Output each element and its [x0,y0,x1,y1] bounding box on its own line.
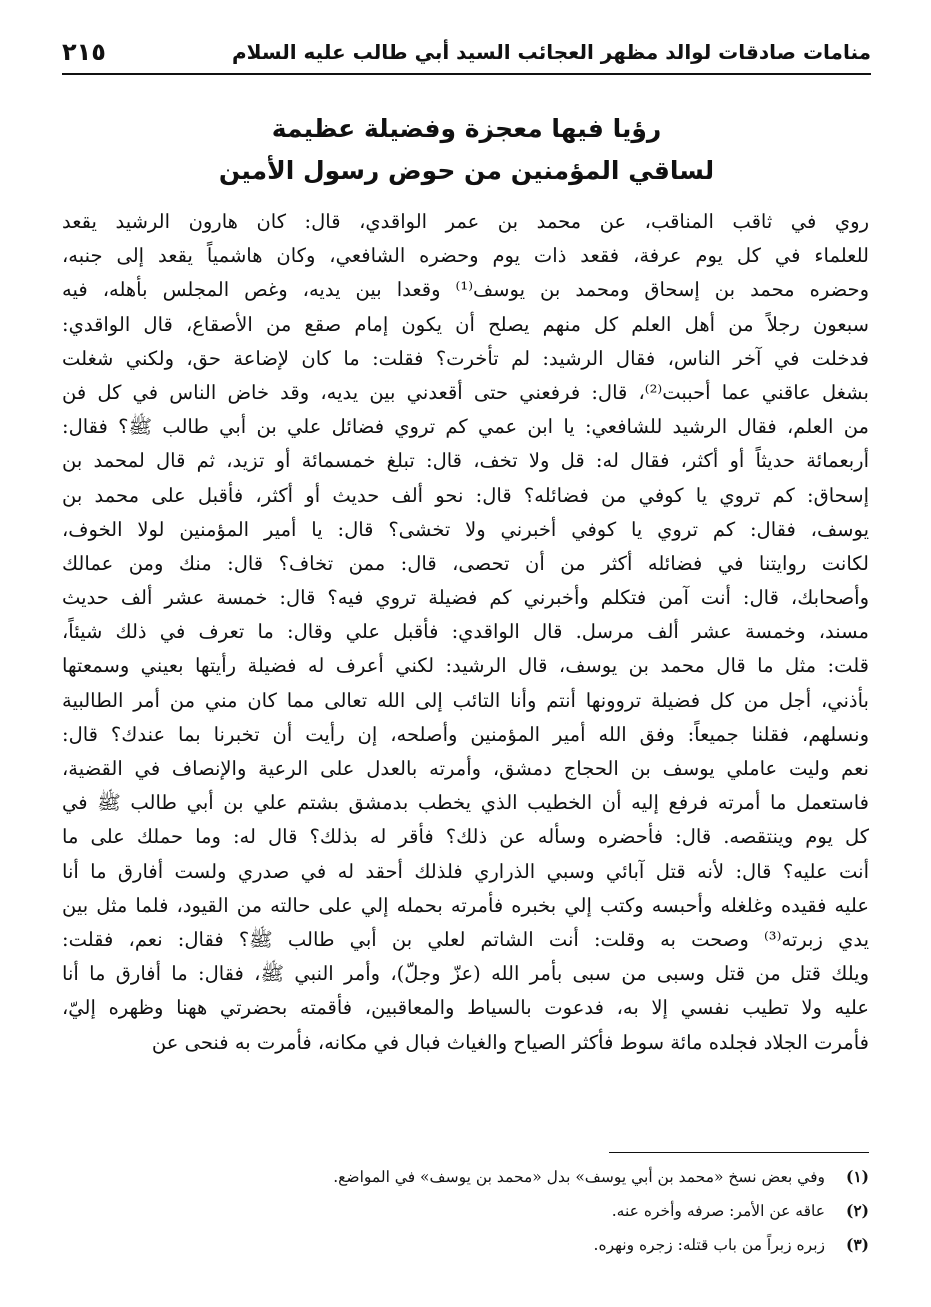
body-line: كل يوم وينتقصه. قال: فأحضره وسأله عن ذلك؟ فأقر له بذلك؟ قال له: وما حملك على ما [62,825,869,849]
footnote-item [62,1194,869,1228]
page-number: ٢١٥ [62,38,106,66]
footnote-item [62,1160,869,1194]
body-line: فدخلت في آخر الناس، فقال الرشيد: لم تأخرت؟ فقلت: ما كان لإضاعة حق، ولكني شغلت [62,346,869,370]
body-line: روي في ثاقب المناقب، عن محمد بن عمر الواقدي، قال: كان هارون الرشيد يقعد [62,210,869,233]
body-line: وأصحابك، قال: أنت آمن فتكلم وأخبرني كم فضيلة تروي فيه؟ قال: خمسة عشر ألف حديث [62,586,869,610]
body-line: يدي زبرته⁽³⁾ وصحت به وقلت: أنت الشاتم لعلي بن أبي طالب ﷺ؟ فقال: نعم، فقلت: [62,927,869,951]
body-line: إسحاق: كم تروي يا كوفي من فضائله؟ قال: نحو ألف حديث أو أكثر، فأقبل على محمد بن [62,483,869,507]
body-line: عليه فقيده وغلغله وأحبسه وكتب إلي بخبره فأمرته بحمله إلي على حالته من القيود، فلما مثل بين [62,893,869,917]
body-line: أربعمائة حديثاً أو أكثر، فقال له: قل ولا تخف، قال: تبلغ خمسمائة أو تزيد، ثم قال لمحمد بن [62,449,869,473]
body-line: نعم وليت عاملي يوسف بن الحجاج دمشق، وأمرته بالعدل على الرعية والإنصاف في القضية، [62,757,869,780]
heading-line-2: لساقي المؤمنين من حوض رسول الأمين [218,156,715,185]
footnote-text: وفي بعض نسخ «محمد بن أبي يوسف» بدل «محمد بن يوسف» في المواضع. [333,1168,825,1186]
body-line: يوسف، فقال: كم تروي يا كوفي أخبرني ولا تخشى؟ قال: يا أمير المؤمنين لولا الخوف، [62,517,869,541]
body-line: سبعون رجلاً من أهل العلم كل منهم يصلح أن يكون إمام صقع من الأصقاع، قال الواقدي: [62,312,869,336]
footnote-divider [609,1152,869,1153]
body-line: للعلماء في كل يوم عرفة، فقعد ذات يوم وحضره الشافعي، وكان هاشمياً يقعد إلى جنبه، [62,244,869,268]
body-line: فاستعمل ما أمرته فرفع إليه أن الخطيب الذي يخطب بدمشق بشتم علي بن أبي طالب ﷺ في [62,791,869,815]
running-header [62,34,871,70]
body-line: ونسلهم، فقلنا جميعاً: وفق الله أمير المؤمنين وأصلحه، إن رأيت أن تخبرنا بما عندك؟ قال: [62,722,869,746]
header-divider [62,73,871,75]
footnote-item [62,1228,869,1262]
footnotes [62,1160,869,1262]
body-text [62,205,869,1060]
footnote-text: زبره زبراً من باب قتله: زجره ونهره. [593,1236,825,1254]
body-line: فأمرت الجلاد فجلده مائة سوط فأكثر الصياح والغياث فبال في مكانه، فأمرت به فنحى عن [151,1030,869,1054]
footnote-number: (٣) [845,1235,869,1254]
running-title: منامات صادقات لوالد مظهر العجائب السيد أبي طالب عليه السلام [232,40,871,64]
body-line: من العلم، فقال الرشيد للشافعي: يا ابن عمي كم تروي فضائل علي بن أبي طالب ﷺ؟ فقال: [62,415,869,439]
body-line: قلت: مثل ما قال محمد بن يوسف، قال الرشيد: لكني أعرف له فضيلة رأيتها بعيني وسمعتها [62,654,869,678]
footnote-number: (٢) [845,1201,869,1220]
body-line: بأذني، أجل من كل فضيلة تروونها أنتم وأنا التائب إلى الله تعالى مما كان مني من أمر الطالبية [62,688,869,712]
footnote-text: عاقه عن الأمر: صرفه وأخره عنه. [611,1202,825,1220]
body-line: وحضره محمد بن إسحاق ومحمد بن يوسف⁽¹⁾ وقعدا بين يديه، وغص المجلس بأهله، فيه [62,278,869,302]
section-heading [62,108,871,192]
footnote-number: (١) [845,1167,869,1186]
body-line: بشغل عاقني عما أحببت⁽²⁾، قال: فرفعني حتى أقعدني بين يديه، وقد خاض الناس في كل فن [62,380,869,404]
body-line: لكانت روايتنا في فضائله أكثر من أن تحصى، قال: ممن تخاف؟ قال: منك ومن عمالك [62,551,869,575]
body-line: ويلك قتل من قتل وسبى من سبى بأمر الله (عزّ وجلّ)، وأمر النبي ﷺ، فقال: ما أفارق ما أنا [62,962,869,986]
body-line: مسند، وخمسة عشر ألف مرسل. قال الواقدي: فأقبل علي وقال: ما تعرف في ذلك شيئاً، [62,620,869,644]
body-line: عليه ولا تطيب نفسي إلا به، فدعوت بالسياط والمعاقبين، فأقمته بحضرتي ههنا وظهره إليّ، [62,996,869,1020]
body-line: أنت عليه؟ قال: لأنه قتل آبائي وسبي الذراري فلذلك أحقد له في صدري ولست أفارق ما أنا [62,859,869,883]
heading-line-1: رؤيا فيها معجزة وفضيلة عظيمة [271,114,662,143]
